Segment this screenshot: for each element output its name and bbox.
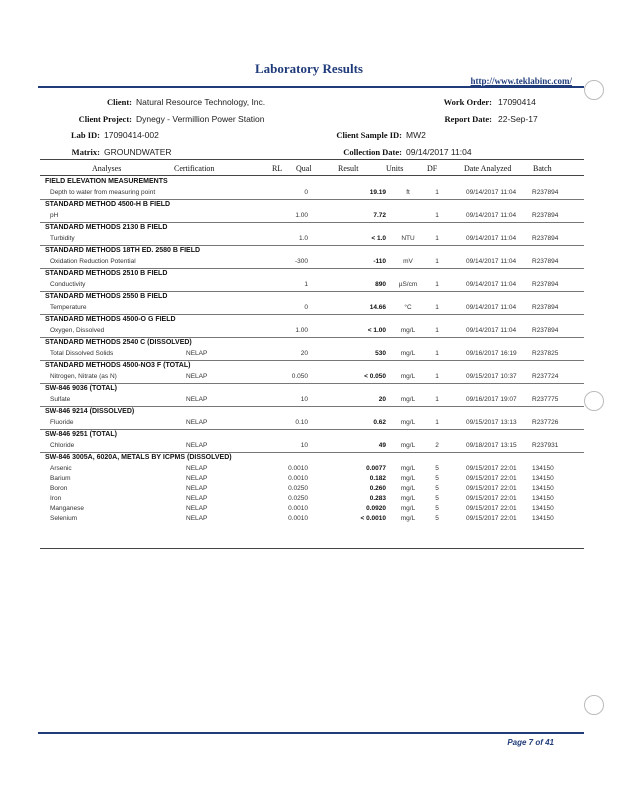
cell-df: 1 (435, 235, 439, 242)
cell-units: mg/L (400, 419, 416, 426)
section-title: STANDARD METHODS 4500-NO3 F (TOTAL) (45, 362, 191, 369)
col-df: DF (427, 164, 438, 173)
col-batch: Batch (533, 164, 552, 173)
client-label: Client: (106, 97, 132, 107)
report-date-value: 22-Sep-17 (498, 114, 538, 124)
cell-batch: R237894 (532, 235, 559, 242)
cell-result: -110 (373, 258, 386, 265)
cell-analyte: Oxygen, Dissolved (50, 327, 105, 334)
cell-df: 1 (435, 396, 439, 403)
cell-batch: R237894 (532, 189, 559, 196)
cell-units: mg/L (400, 396, 416, 403)
client-project-value: Dynegy - Vermillion Power Station (136, 114, 265, 124)
cell-result: 0.62 (373, 419, 386, 426)
cell-cert: NELAP (186, 442, 208, 449)
section-title: SW-846 9036 (TOTAL) (45, 385, 117, 392)
cell-result: 0.260 (369, 485, 386, 492)
footer-rule (38, 732, 584, 734)
work-order-value: 17090414 (498, 97, 536, 107)
cell-result: 530 (375, 350, 386, 357)
client-sample-id-label: Client Sample ID: (336, 130, 402, 140)
cell-result: 20 (378, 396, 386, 403)
cell-df: 1 (435, 258, 439, 265)
section-title: FIELD ELEVATION MEASUREMENTS (45, 178, 168, 185)
cell-cert: NELAP (186, 485, 208, 492)
cell-df: 1 (435, 304, 439, 311)
cell-analyte: Manganese (50, 505, 84, 512)
cell-analyte: Nitrogen, Nitrate (as N) (50, 373, 117, 380)
section-title: SW-846 9251 (TOTAL) (45, 431, 117, 438)
cell-result: < 1.00 (367, 327, 386, 334)
col-date-analyzed: Date Analyzed (464, 164, 512, 173)
cell-analyte: Barium (50, 475, 71, 482)
section-title: SW-846 9214 (DISSOLVED) (45, 408, 135, 415)
cell-analyte: Arsenic (50, 465, 72, 472)
cell-cert: NELAP (186, 495, 208, 502)
punch-hole (584, 695, 604, 715)
cell-df: 2 (435, 442, 439, 449)
table-row (40, 418, 584, 429)
cell-rl: 0.0010 (288, 515, 308, 522)
cell-date: 09/15/2017 10:37 (466, 373, 517, 380)
col-qual: Qual (296, 164, 312, 173)
client-sample-id-value: MW2 (406, 130, 426, 140)
lab-id-value: 17090414-002 (104, 130, 159, 140)
cell-result: 890 (375, 281, 386, 288)
cell-units: mg/L (400, 442, 416, 449)
section-title: STANDARD METHODS 18TH ED. 2580 B FIELD (45, 247, 201, 254)
cell-result: 14.66 (369, 304, 386, 311)
col-result: Result (338, 164, 359, 173)
cell-batch: R237726 (532, 419, 559, 426)
cell-date: 09/14/2017 11:04 (466, 212, 517, 219)
cell-rl: 0.0010 (288, 475, 308, 482)
cell-batch: R237894 (532, 281, 559, 288)
table-row (40, 211, 584, 222)
cell-units: mg/L (400, 350, 416, 357)
cell-df: 1 (435, 212, 439, 219)
cell-analyte: Chloride (50, 442, 75, 449)
cell-result: 0.0077 (366, 465, 386, 472)
cell-rl: 0 (304, 304, 308, 311)
table-row (40, 395, 584, 406)
collection-date-value: 09/14/2017 11:04 (406, 147, 472, 157)
matrix-label: Matrix: (71, 147, 100, 157)
cell-rl: 1.00 (295, 212, 308, 219)
section-divider (40, 199, 584, 200)
section-divider (40, 406, 584, 407)
lab-id-label: Lab ID: (70, 130, 100, 140)
work-order-label: Work Order: (443, 97, 492, 107)
cell-cert: NELAP (186, 515, 208, 522)
cell-units: mg/L (400, 495, 416, 502)
cell-df: 5 (435, 515, 439, 522)
section-divider (40, 337, 584, 338)
cell-units: mg/L (400, 327, 416, 334)
cell-analyte: Temperature (50, 304, 87, 311)
cell-batch: 134150 (532, 515, 554, 522)
cell-analyte: Iron (50, 495, 62, 502)
cell-rl: 0.050 (291, 373, 308, 380)
section-divider (40, 314, 584, 315)
cell-df: 5 (435, 465, 439, 472)
cell-analyte: Fluoride (50, 419, 74, 426)
section-title: STANDARD METHODS 4500-O G FIELD (45, 316, 176, 323)
cell-result: < 0.050 (364, 373, 386, 380)
cell-date: 09/15/2017 22:01 (466, 505, 517, 512)
cell-batch: 134150 (532, 505, 554, 512)
matrix-value: GROUNDWATER (104, 147, 172, 157)
cell-df: 1 (435, 419, 439, 426)
cell-rl: 1.00 (295, 327, 308, 334)
cell-units: µS/cm (398, 281, 418, 288)
cell-analyte: Turbidity (50, 235, 75, 242)
cell-result: 49 (378, 442, 386, 449)
table-row (40, 326, 584, 337)
cell-batch: 134150 (532, 465, 554, 472)
cell-units: mg/L (400, 485, 416, 492)
section-divider (40, 383, 584, 384)
cell-date: 09/15/2017 22:01 (466, 495, 517, 502)
cell-units: mV (403, 258, 413, 265)
punch-hole (584, 391, 604, 411)
cell-analyte: Total Dissolved Solids (50, 350, 114, 357)
cell-result: 0.0920 (366, 505, 386, 512)
cell-batch: 134150 (532, 475, 554, 482)
cell-batch: R237825 (532, 350, 559, 357)
cell-analyte: Sulfate (50, 396, 71, 403)
cell-batch: R237931 (532, 442, 559, 449)
cell-date: 09/14/2017 11:04 (466, 235, 517, 242)
cell-result: < 1.0 (371, 235, 386, 242)
table-row (40, 257, 584, 268)
cell-date: 09/16/2017 16:19 (466, 350, 517, 357)
cell-units: mg/L (400, 475, 416, 482)
cell-date: 09/18/2017 13:15 (466, 442, 517, 449)
table-row (40, 303, 584, 314)
cell-df: 5 (435, 485, 439, 492)
table-row (40, 349, 584, 360)
section-title: STANDARD METHODS 2540 C (DISSOLVED) (45, 339, 192, 346)
cell-df: 1 (435, 350, 439, 357)
cell-rl: 0.0010 (288, 465, 308, 472)
section-divider (40, 268, 584, 269)
cell-batch: R237775 (532, 396, 559, 403)
cell-cert: NELAP (186, 419, 208, 426)
cell-rl: 0.0250 (288, 485, 308, 492)
cell-df: 5 (435, 505, 439, 512)
cell-date: 09/15/2017 22:01 (466, 475, 517, 482)
cell-date: 09/15/2017 22:01 (466, 485, 517, 492)
cell-analyte: Oxidation Reduction Potential (50, 258, 136, 265)
cell-analyte: Boron (50, 485, 68, 492)
col-rl: RL (272, 164, 283, 173)
cell-cert: NELAP (186, 465, 208, 472)
cell-rl: -300 (294, 258, 308, 265)
cell-units: mg/L (400, 373, 416, 380)
cell-rl: 10 (300, 396, 308, 403)
table-bottom-rule (40, 548, 584, 549)
cell-result: < 0.0010 (360, 515, 386, 522)
cell-analyte: Depth to water from measuring point (50, 189, 156, 196)
report-date-label: Report Date: (444, 114, 492, 124)
cell-batch: R237894 (532, 212, 559, 219)
cell-rl: 0.0250 (288, 495, 308, 502)
cell-date: 09/14/2017 11:04 (466, 189, 517, 196)
cell-rl: 20 (300, 350, 308, 357)
cell-cert: NELAP (186, 396, 208, 403)
table-row (40, 441, 584, 452)
cell-cert: NELAP (186, 475, 208, 482)
cell-rl: 0.0010 (288, 505, 308, 512)
section-divider (40, 291, 584, 292)
table-row (40, 280, 584, 291)
cell-date: 09/14/2017 11:04 (466, 304, 517, 311)
cell-date: 09/14/2017 11:04 (466, 258, 517, 265)
cell-result: 7.72 (373, 212, 386, 219)
cell-units: mg/L (400, 515, 416, 522)
cell-rl: 0 (304, 189, 308, 196)
cell-df: 1 (435, 373, 439, 380)
cell-rl: 1.0 (298, 235, 308, 242)
cell-batch: 134150 (532, 495, 554, 502)
client-value: Natural Resource Technology, Inc. (136, 97, 266, 107)
header-rule (38, 86, 584, 88)
table-row (40, 372, 584, 383)
section-divider (40, 245, 584, 246)
cell-units: ft (406, 189, 410, 196)
cell-result: 0.182 (369, 475, 386, 482)
cell-df: 1 (435, 189, 439, 196)
section-title: STANDARD METHODS 2550 B FIELD (45, 293, 168, 300)
table-header-rule (40, 175, 584, 176)
cell-cert: NELAP (186, 350, 208, 357)
collection-date-label: Collection Date: (343, 147, 402, 157)
cell-rl: 0.10 (295, 419, 308, 426)
cell-units: NTU (401, 235, 415, 242)
section-title: STANDARD METHODS 2130 B FIELD (45, 224, 168, 231)
cell-date: 09/15/2017 22:01 (466, 515, 517, 522)
cell-rl: 10 (300, 442, 308, 449)
cell-df: 5 (435, 495, 439, 502)
cell-cert: NELAP (186, 373, 208, 380)
cell-date: 09/16/2017 19:07 (466, 396, 517, 403)
cell-result: 0.283 (369, 495, 386, 502)
cell-analyte: Conductivity (50, 281, 86, 288)
section-title: STANDARD METHODS 2510 B FIELD (45, 270, 168, 277)
cell-batch: R237894 (532, 258, 559, 265)
table-row (40, 188, 584, 199)
lab-website-link[interactable]: http://www.teklabinc.com/ (470, 76, 572, 86)
cell-batch: R237724 (532, 373, 559, 380)
client-project-label: Client Project: (78, 114, 132, 124)
col-certification: Certification (174, 164, 215, 173)
cell-date: 09/15/2017 13:13 (466, 419, 517, 426)
col-units: Units (386, 164, 404, 173)
cell-date: 09/14/2017 11:04 (466, 327, 517, 334)
page-title: Laboratory Results (255, 61, 363, 76)
cell-cert: NELAP (186, 505, 208, 512)
cell-date: 09/15/2017 22:01 (466, 465, 517, 472)
table-row (40, 514, 584, 525)
section-divider (40, 222, 584, 223)
page-number: Page 7 of 41 (507, 738, 554, 747)
cell-units: °C (404, 304, 412, 311)
cell-batch: R237894 (532, 327, 559, 334)
cell-units: mg/L (400, 505, 416, 512)
section-divider (40, 452, 584, 453)
table-top-rule (40, 159, 584, 160)
section-divider (40, 429, 584, 430)
table-row (40, 234, 584, 245)
punch-hole (584, 80, 604, 100)
cell-analyte: Selenium (50, 515, 78, 522)
cell-analyte: pH (50, 212, 59, 219)
cell-batch: 134150 (532, 485, 554, 492)
section-title: STANDARD METHOD 4500-H B FIELD (45, 201, 171, 208)
cell-df: 5 (435, 475, 439, 482)
cell-df: 1 (435, 281, 439, 288)
cell-rl: 1 (304, 281, 308, 288)
cell-date: 09/14/2017 11:04 (466, 281, 517, 288)
cell-result: 19.19 (369, 189, 386, 196)
cell-units: mg/L (400, 465, 416, 472)
cell-df: 1 (435, 327, 439, 334)
col-analyses: Analyses (92, 164, 122, 173)
cell-batch: R237894 (532, 304, 559, 311)
section-title: SW-846 3005A, 6020A, METALS BY ICPMS (DISSOLVED) (45, 454, 232, 461)
section-divider (40, 360, 584, 361)
